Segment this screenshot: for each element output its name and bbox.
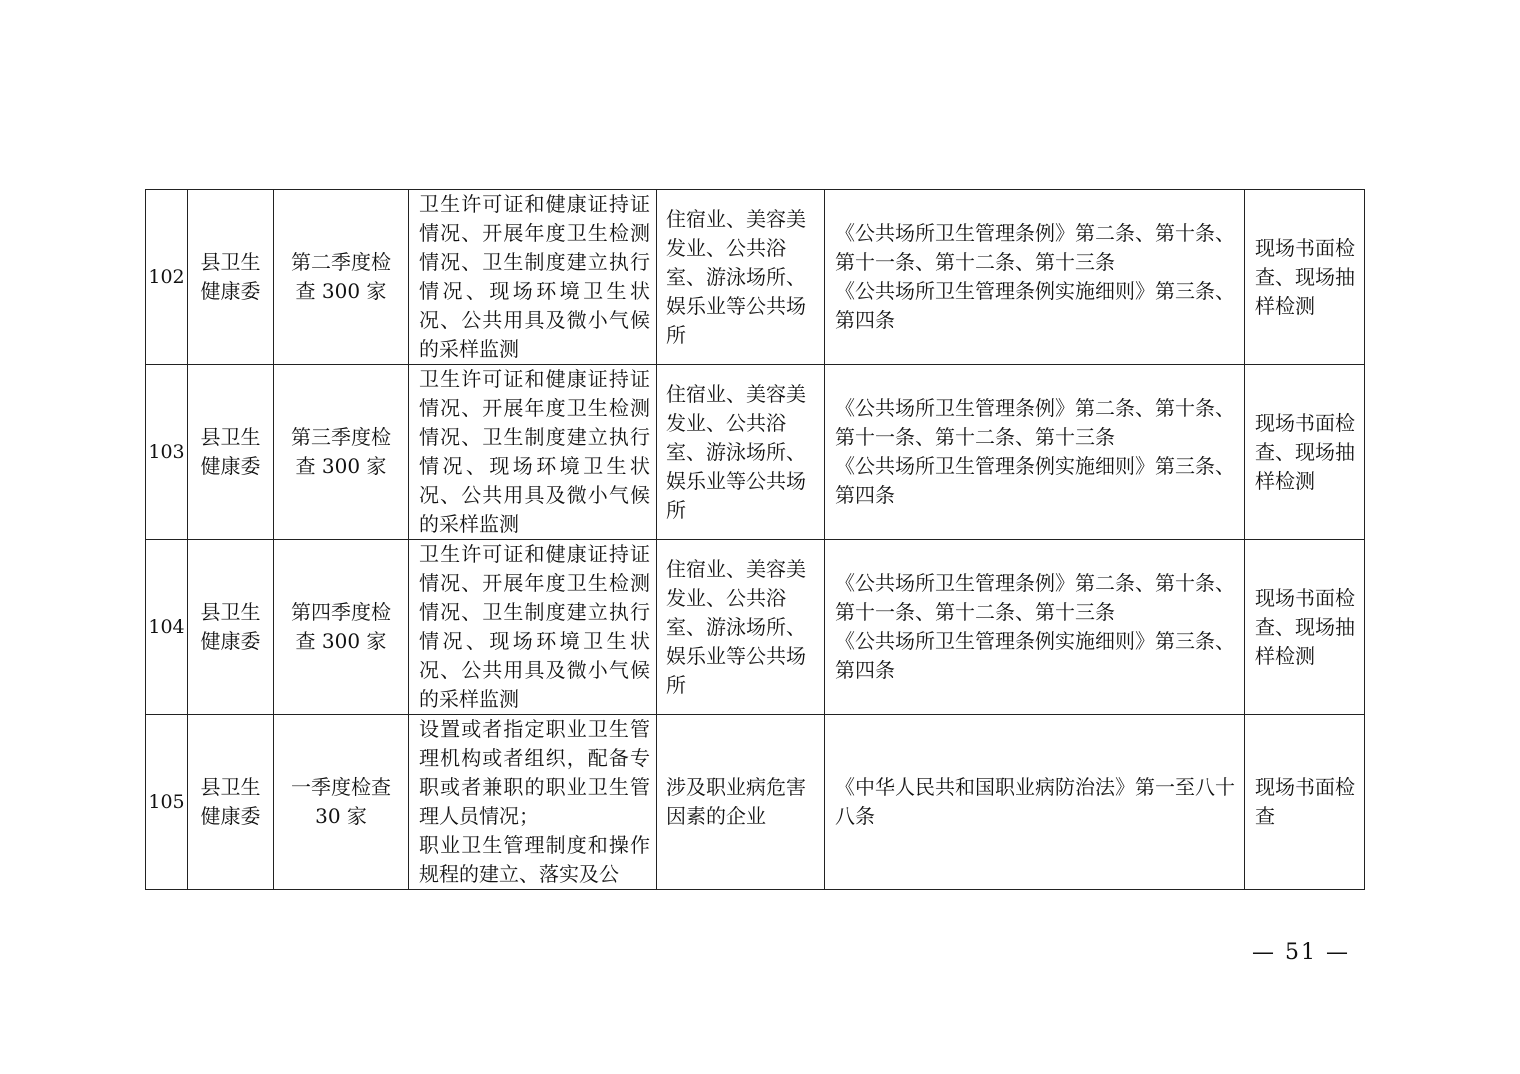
responsible-unit: 县卫生 健康委 [188, 365, 274, 540]
responsible-unit: 县卫生 健康委 [188, 715, 274, 890]
responsible-unit: 县卫生 健康委 [188, 190, 274, 365]
table-row [146, 540, 1365, 715]
inspection-content: 设置或者指定职业卫生管理机构或者组织，配备专职或者兼职的职业卫生管理人员情况； 职业卫生管理制度和操作规程的建立、落实及公 [409, 715, 657, 890]
legal-basis: 《中华人民共和国职业病防治法》第一至八十八条 [825, 715, 1245, 890]
table-row [146, 715, 1365, 890]
inspection-method: 现场书面检查、现场抽样检测 [1245, 540, 1365, 715]
inspection-frequency: 第四季度检 查 300 家 [274, 540, 409, 715]
inspection-object: 住宿业、美容美发业、公共浴室、游泳场所、娱乐业等公共场所 [657, 365, 825, 540]
responsible-unit: 县卫生 健康委 [188, 540, 274, 715]
inspection-object: 住宿业、美容美发业、公共浴室、游泳场所、娱乐业等公共场所 [657, 540, 825, 715]
inspection-content: 卫生许可证和健康证持证情况、开展年度卫生检测情况、卫生制度建立执行情况、现场环境卫生状况、公共用具及微小气候的采样监测 [409, 190, 657, 365]
legal-basis: 《公共场所卫生管理条例》第二条、第十条、第十一条、第十二条、第十三条 《公共场所卫生管理条例实施细则》第三条、第四条 [825, 540, 1245, 715]
inspection-content: 卫生许可证和健康证持证情况、开展年度卫生检测情况、卫生制度建立执行情况、现场环境卫生状况、公共用具及微小气候的采样监测 [409, 365, 657, 540]
row-number: 103 [146, 365, 188, 540]
inspection-object: 涉及职业病危害因素的企业 [657, 715, 825, 890]
table-row [146, 190, 1365, 365]
inspection-method: 现场书面检查、现场抽样检测 [1245, 190, 1365, 365]
inspection-method: 现场书面检查、现场抽样检测 [1245, 365, 1365, 540]
page-number: — 51 — [1252, 940, 1350, 965]
inspection-frequency: 第三季度检 查 300 家 [274, 365, 409, 540]
inspection-frequency: 第二季度检 查 300 家 [274, 190, 409, 365]
row-number: 105 [146, 715, 188, 890]
legal-basis: 《公共场所卫生管理条例》第二条、第十条、第十一条、第十二条、第十三条 《公共场所卫生管理条例实施细则》第三条、第四条 [825, 365, 1245, 540]
inspection-table [145, 189, 1365, 890]
inspection-method: 现场书面检查 [1245, 715, 1365, 890]
inspection-content: 卫生许可证和健康证持证情况、开展年度卫生检测情况、卫生制度建立执行情况、现场环境卫生状况、公共用具及微小气候的采样监测 [409, 540, 657, 715]
table-row [146, 365, 1365, 540]
legal-basis: 《公共场所卫生管理条例》第二条、第十条、第十一条、第十二条、第十三条 《公共场所卫生管理条例实施细则》第三条、第四条 [825, 190, 1245, 365]
inspection-frequency: 一季度检查 30 家 [274, 715, 409, 890]
row-number: 102 [146, 190, 188, 365]
inspection-object: 住宿业、美容美发业、公共浴室、游泳场所、娱乐业等公共场所 [657, 190, 825, 365]
row-number: 104 [146, 540, 188, 715]
